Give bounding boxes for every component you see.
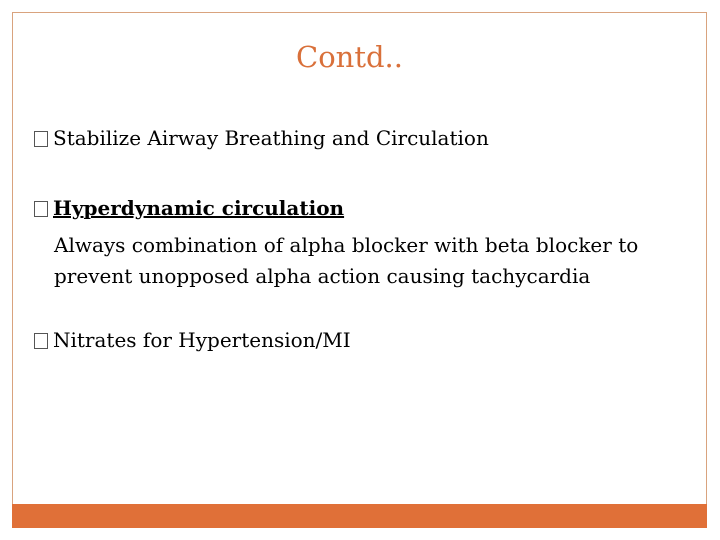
bullet-label: Nitrates for Hypertension/MI xyxy=(53,328,351,352)
bullet-label: Stabilize Airway Breathing and Circulation xyxy=(53,126,489,150)
bullet-hyperdynamic xyxy=(34,196,344,220)
bullet-nitrates xyxy=(34,328,351,352)
bullet-label: Hyperdynamic circulation xyxy=(53,196,345,220)
bullet-box-icon xyxy=(34,131,48,147)
bullet-box-icon xyxy=(34,201,48,217)
slide-title-text: Contd.. xyxy=(296,40,403,74)
bottom-accent-bar xyxy=(12,504,707,528)
bullet-box-icon xyxy=(34,333,48,349)
bullet-subtext xyxy=(54,230,694,292)
bullet-stabilize xyxy=(34,126,489,150)
subtext-line: Always combination of alpha blocker with beta blocker to xyxy=(54,233,639,257)
subtext-line: prevent unopposed alpha action causing tachycardia xyxy=(54,264,591,288)
